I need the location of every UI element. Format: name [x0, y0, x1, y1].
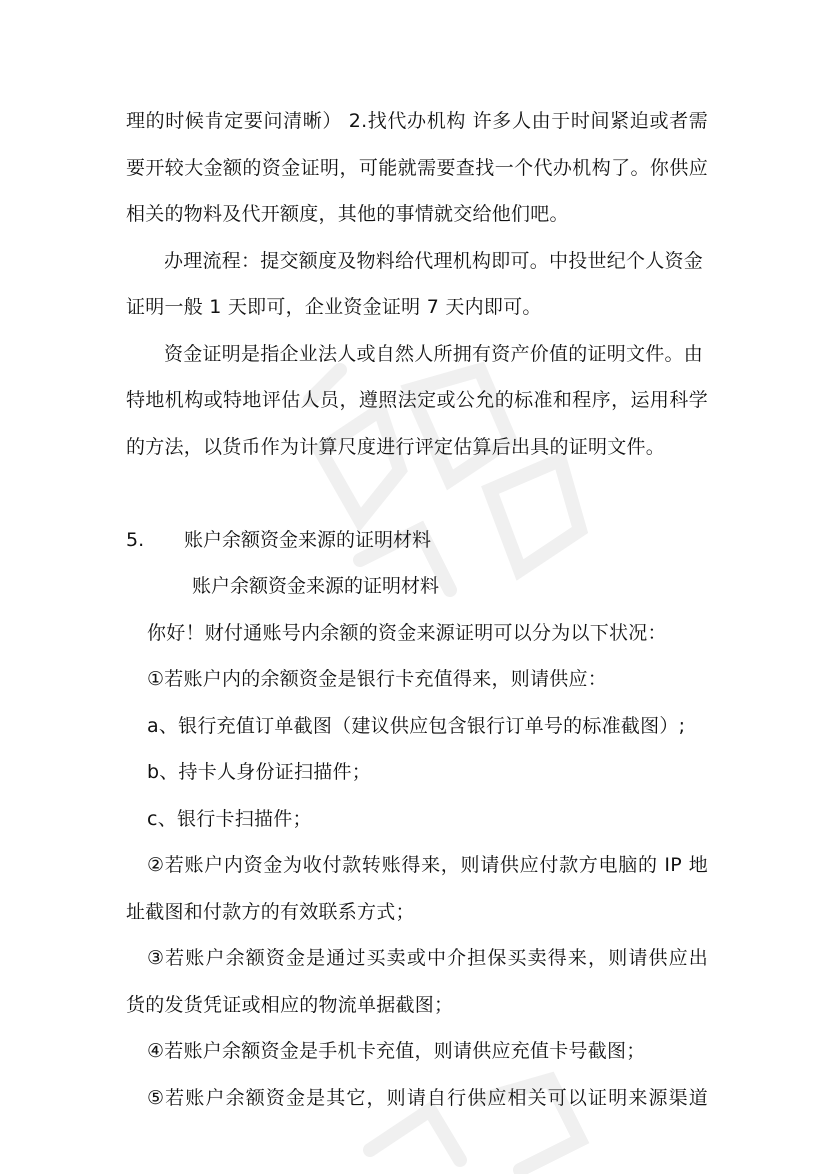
- document-body: [126, 98, 708, 1121]
- list-item: ④若账户余额资金是手机卡充值，则请供应充值卡号截图；: [147, 1040, 646, 1062]
- list-item: ①若账户内的余额资金是银行卡充值得来，则请供应：: [147, 668, 608, 690]
- list-item: c、银行卡扫描件；: [147, 807, 312, 830]
- text-line: 特地机构或特地评估人员，遵照法定或公允的标准和程序，运用科学: [126, 389, 708, 411]
- spacer: [126, 470, 708, 517]
- text-line: 办理流程：提交额度及物料给代理机构即可。中投世纪个人资金: [164, 249, 704, 272]
- section-subtitle: 账户余额资金来源的证明材料: [192, 575, 440, 597]
- text-line: 理的时候肯定要问清晰） 2.找代办机构 许多人由于时间紧迫或者需: [126, 110, 708, 132]
- list-item: ②若账户内资金为收付款转账得来，则请供应付款方电脑的 IP 地: [147, 854, 708, 876]
- section-title: 账户余额资金来源的证明材料: [184, 528, 432, 551]
- section-heading: [126, 517, 708, 564]
- list-item: ⑤若账户余额资金是其它，则请自行供应相关可以证明来源渠道: [147, 1086, 708, 1109]
- text-line: 证明一般 1 天即可，企业资金证明 7 天内即可。: [126, 296, 542, 318]
- paragraph-agency: [126, 98, 708, 238]
- text-line: 要开较大金额的资金证明，可能就需要查找一个代办机构了。你供应: [126, 156, 708, 179]
- section-intro: 你好！财付通账号内余额的资金来源证明可以分为以下状况：: [147, 621, 667, 644]
- list-item-continuation: 货的发货凭证或相应的物流单据截图；: [126, 993, 454, 1016]
- text-line: 相关的物料及代开额度，其他的事情就交给他们吧。: [126, 203, 569, 225]
- list-item: ③若账户余额资金是通过买卖或中介担保买卖得来，则请供应出: [147, 947, 708, 969]
- list-item: a、银行充值订单截图（建议供应包含银行订单号的标准截图）;: [147, 714, 686, 737]
- section-number: 5.: [126, 528, 145, 551]
- paragraph-process: [126, 238, 708, 331]
- list-item-continuation: 址截图和付款方的有效联系方式；: [126, 900, 415, 923]
- list-item: b、持卡人身份证扫描件；: [147, 761, 372, 783]
- paragraph-definition: [126, 331, 708, 471]
- text-line: 的方法，以货币作为计算尺度进行评定估算后出具的证明文件。: [126, 435, 666, 458]
- text-line: 资金证明是指企业法人或自然人所拥有资产价值的证明文件。由: [164, 342, 704, 365]
